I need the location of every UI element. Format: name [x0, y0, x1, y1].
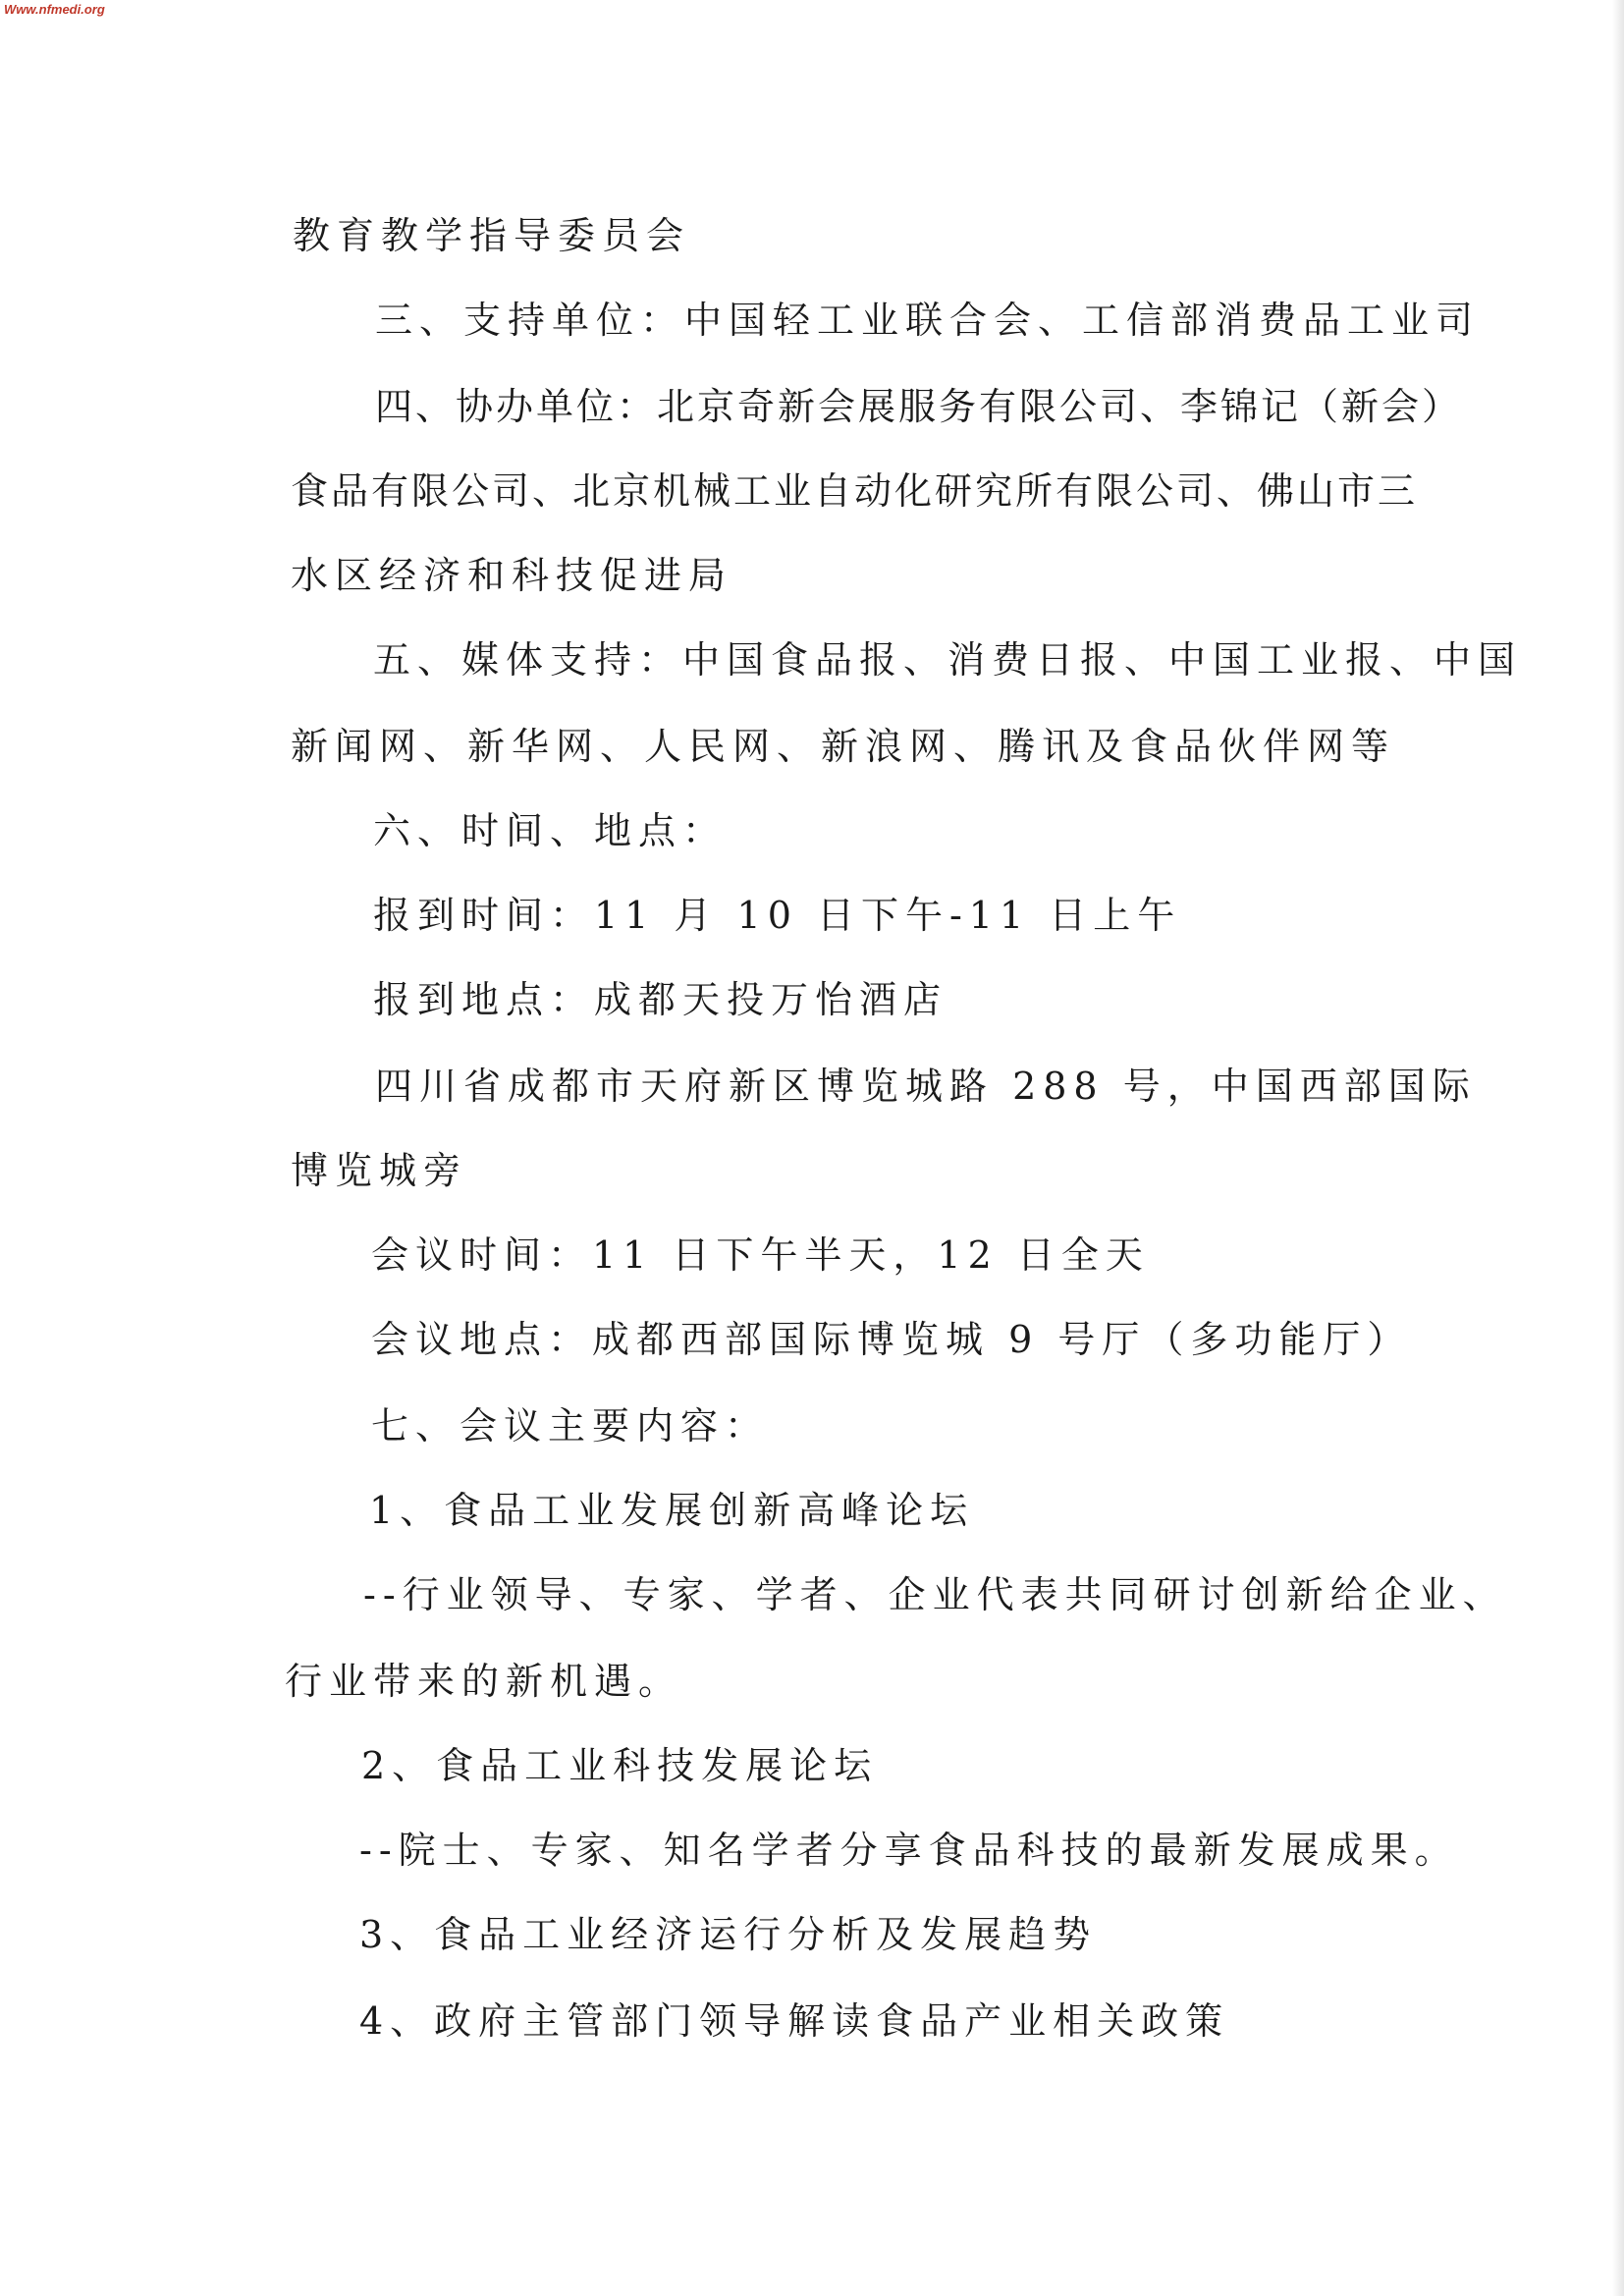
- text-line-22: 4、政府主管部门领导解读食品产业相关政策: [359, 1999, 1230, 2043]
- text-line-19: 2、食品工业科技发展论坛: [361, 1744, 879, 1787]
- text-line-10: 报到地点：成都天投万怡酒店: [373, 978, 948, 1021]
- text-line-18: 行业带来的新机遇。: [285, 1660, 683, 1703]
- text-line-7: 新闻网、新华网、人民网、新浪网、腾讯及食品伙伴网等: [291, 725, 1396, 768]
- text-line-21: 3、食品工业经济运行分析及发展趋势: [359, 1913, 1098, 1956]
- text-line-3: 四、协办单位：北京奇新会展服务有限公司、李锦记（新会）: [375, 385, 1463, 428]
- text-line-20: --院士、专家、知名学者分享食品科技的最新发展成果。: [359, 1829, 1459, 1872]
- text-line-16: 1、食品工业发展创新高峰论坛: [369, 1489, 975, 1532]
- text-line-15: 七、会议主要内容：: [371, 1404, 770, 1448]
- watermark-text: Www.nfmedi.org: [4, 2, 105, 17]
- text-line-8: 六、时间、地点：: [373, 809, 728, 852]
- text-line-12: 博览城旁: [291, 1149, 468, 1192]
- text-line-4: 食品有限公司、北京机械工业自动化研究所有限公司、佛山市三: [291, 469, 1419, 513]
- scan-edge-shadow: [1612, 0, 1624, 2296]
- text-line-6: 五、媒体支持：中国食品报、消费日报、中国工业报、中国: [373, 638, 1523, 682]
- text-line-5: 水区经济和科技促进局: [291, 554, 733, 597]
- text-line-14: 会议地点：成都西部国际博览城 9 号厅（多功能厅）: [371, 1318, 1412, 1361]
- text-line-11: 四川省成都市天府新区博览城路 288 号，中国西部国际: [375, 1065, 1477, 1108]
- text-line-9: 报到时间：11 月 10 日下午-11 日上午: [373, 894, 1182, 937]
- text-line-2: 三、支持单位：中国轻工业联合会、工信部消费品工业司: [375, 299, 1481, 342]
- text-line-1: 教育教学指导委员会: [293, 214, 691, 257]
- text-line-17: --行业领导、专家、学者、企业代表共同研讨创新给企业、: [363, 1573, 1507, 1616]
- text-line-13: 会议时间：11 日下午半天，12 日全天: [371, 1233, 1150, 1277]
